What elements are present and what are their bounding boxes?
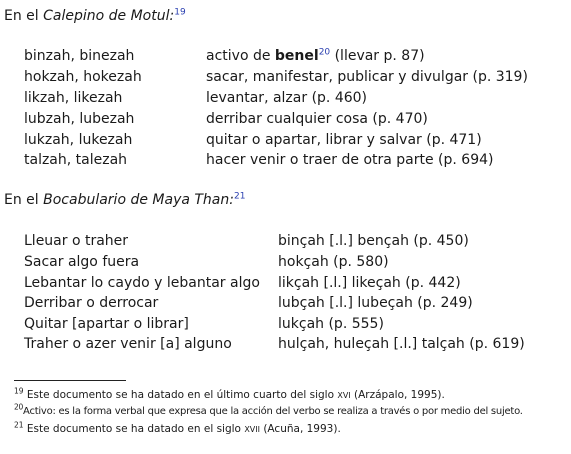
maya-form: hulçah, huleçah [.l.] talçah (p. 619) [278,336,525,352]
list-item [0,67,571,87]
spanish-gloss: Derribar o derrocar [24,295,159,311]
bold-term: benel [274,48,319,64]
footnote-divider [14,380,126,381]
list-item [0,334,571,354]
list-item [0,314,571,334]
list-item [0,130,571,150]
century-numeral: XVI [337,391,351,400]
maya-term: lukzah, lukezah [24,132,133,148]
list-item [0,293,571,313]
list-item [0,273,571,293]
definition: sacar, manifestar, publicar y divulgar (p. 319) [206,69,528,85]
list-item [0,109,571,129]
section-heading-calepino [4,7,186,25]
footnote-21: $^{21}$ Este documento se ha datado en el siglo XVII (Acuña, 1993). [14,420,341,435]
source-title-calepino: Calepino de Motul: [43,8,175,24]
footnote-number: 19 [14,386,24,396]
maya-term: likzah, likezah [24,90,123,106]
footnote-number: 21 [14,420,24,430]
maya-form: hokçah (p. 580) [278,254,389,270]
century-numeral: XVII [244,425,260,434]
list-item [0,150,571,170]
section-heading-bocabulario [4,191,245,209]
footnote-ref-20[interactable]: 20 [318,47,331,58]
source-title-bocabulario: Bocabulario de Maya Than: [43,192,234,208]
maya-term: hokzah, hokezah [24,69,142,85]
heading-prefix: En el [4,8,44,24]
footnote-ref-21[interactable]: 21 [233,191,246,202]
list-item [0,252,571,272]
spanish-gloss: Sacar algo fuera [24,254,140,270]
footnote-number: 20 [14,402,24,412]
list-item [0,88,571,108]
maya-term: binzah, binezah [24,48,135,64]
definition: activo de benel$^{20}$ (llevar p. 87) [206,47,425,64]
maya-term: talzah, talezah [24,152,128,168]
maya-form: binçah [.l.] bençah (p. 450) [278,233,469,249]
maya-form: lukçah (p. 555) [278,316,384,332]
footnote-20: $^{20}$Activo: es la forma verbal que expresa que la acción del verbo se realiza a través o por medio del sujeto. [14,402,523,417]
definition: derribar cualquier cosa (p. 470) [206,111,428,127]
footnote-ref-19[interactable]: 19 [174,7,186,18]
list-item [0,46,571,66]
spanish-gloss: Quitar [apartar o librar] [24,316,189,332]
maya-term: lubzah, lubezah [24,111,135,127]
definition: levantar, alzar (p. 460) [206,90,367,106]
spanish-gloss: Lleuar o traher [24,233,129,249]
spanish-gloss: Lebantar lo caydo y lebantar algo [24,275,260,291]
definition: hacer venir o traer de otra parte (p. 694) [206,152,494,168]
spanish-gloss: Traher o azer venir [a] alguno [24,336,232,352]
maya-form: lubçah [.l.] lubeçah (p. 249) [278,295,473,311]
heading-prefix: En el [4,192,44,208]
maya-form: likçah [.l.] likeçah (p. 442) [278,275,461,291]
definition: quitar o apartar, librar y salvar (p. 471) [206,132,482,148]
footnote-19: $^{19}$ Este documento se ha datado en el último cuarto del siglo XVI (Arzápalo, 1995). [14,386,445,401]
list-item [0,231,571,251]
